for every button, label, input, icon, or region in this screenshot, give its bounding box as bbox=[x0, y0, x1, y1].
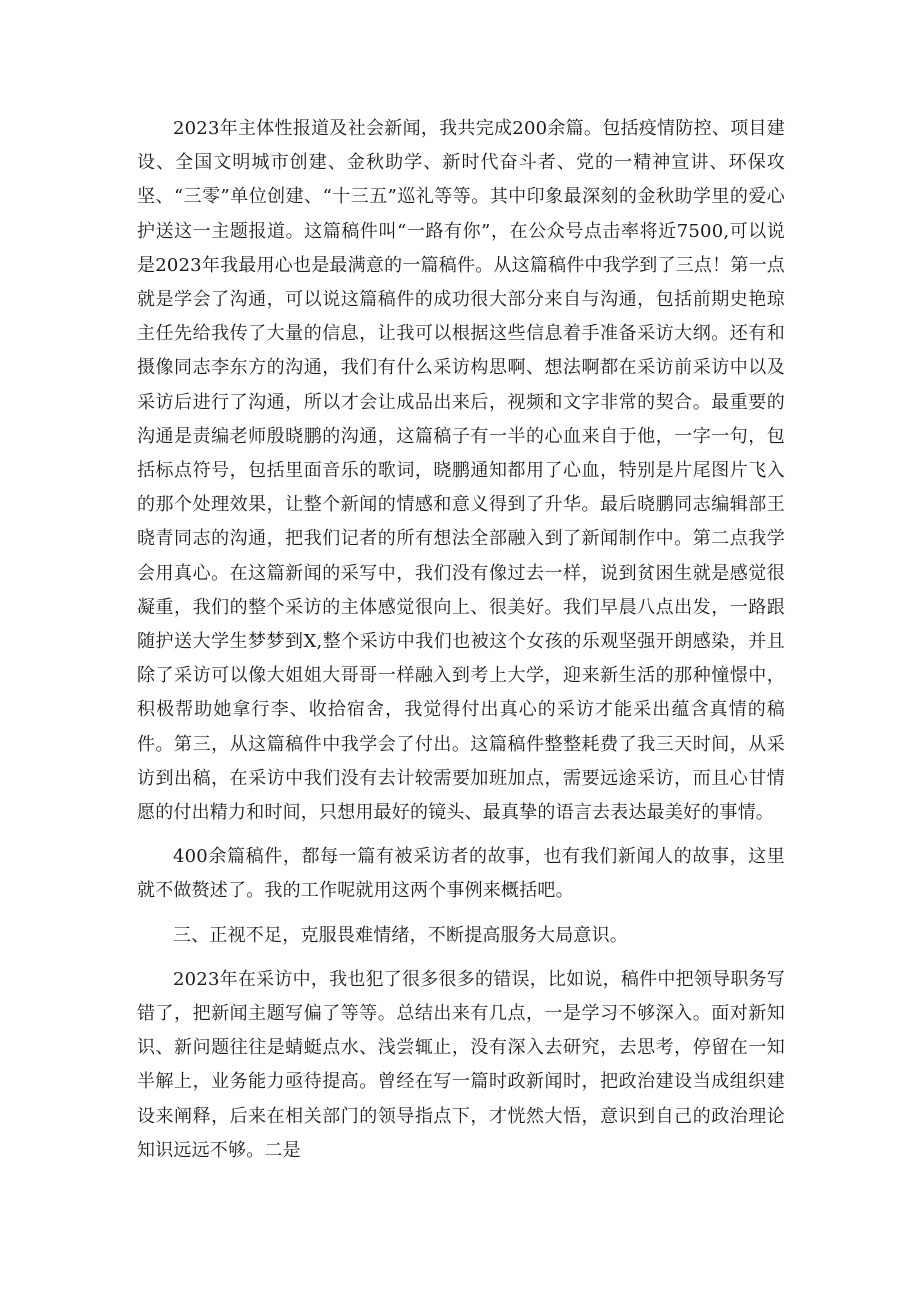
paragraph-main-report: 2023年主体性报道及社会新闻，我共完成200余篇。包括疫情防控、项目建设、全国文明城市创建、金秋助学、新时代奋斗者、党的一精神宣讲、环保攻坚、“三零”单位创建、“十三五”巡礼等等。其中印象最深刻的金秋助学里的爱心护送这一主题报道。这篇稿件叫“一路有你”，在公众号点击率将近7500,可以说是2023年我最用心也是最满意的一篇稿件。从这篇稿件中我学到了三点！第一点就是学会了沟通，可以说这篇稿件的成功很大部分来自与沟通，包括前期史艳琼主任先给我传了大量的信息，让我可以根据这些信息着手准备采访大纲。还有和摄像同志李东方的沟通，我们有什么采访构思啊、想法啊都在采访前采访中以及采访后进行了沟通，所以才会让成品出来后，视频和文字非常的契合。最重要的沟通是责编老师殷晓鹏的沟通，这篇稿子有一半的心血来自于他，一字一句，包括标点符号，包括里面音乐的歌词，晓鹏通知都用了心血，特别是片尾图片飞入的那个处理效果，让整个新闻的情感和意义得到了升华。最后晓鹏同志编辑部王晓青同志的沟通，把我们记者的所有想法全部融入到了新闻制作中。第二点我学会用真心。在这篇新闻的采写中，我们没有像过去一样，说到贫困生就是感觉很凝重，我们的整个采访的主体感觉很向上、很美好。我们早晨八点出发，一路跟随护送大学生梦梦到X,整个采访中我们也被这个女孩的乐观坚强开朗感染，并且除了采访可以像大姐姐大哥哥一样融入到考上大学，迎来新生活的那种憧憬中，积极帮助她拿行李、收拾宿舍，我觉得付出真心的采访才能采出蕴含真情的稿件。第三，从这篇稿件中我学会了付出。这篇稿件整整耗费了我三天时间，从采访到出稿，在采访中我们没有去计较需要加班加点，需要远途采访，而且心甘情愿的付出精力和时间，只想用最好的镜头、最真挚的语言去表达最美好的事情。 bbox=[137, 118, 785, 824]
document-body bbox=[137, 112, 785, 1168]
section-heading-shortcomings: 三、正视不足，克服畏难情绪，不断提高服务大局意识。 bbox=[173, 924, 628, 946]
paragraph-summary: 400余篇稿件，都每一篇有被采访者的故事，也有我们新闻人的故事，这里就不做赘述了。我的工作呢就用这两个事例来概括吧。 bbox=[137, 846, 785, 902]
paragraph-mistakes: 2023年在采访中，我也犯了很多很多的错误，比如说，稿件中把领导职务写错了，把新闻主题写偏了等等。总结出来有几点，一是学习不够深入。面对新知识、新问题往往是蜻蜓点水、浅尝辄止，没有深入去研究，去思考，停留在一知半解上，业务能力亟待提高。曾经在写一篇时政新闻时，把政治建设当成组织建设来阐释，后来在相关部门的领导指点下，才恍然大悟，意识到自己的政治理论知识远远不够。二是 bbox=[137, 968, 785, 1161]
